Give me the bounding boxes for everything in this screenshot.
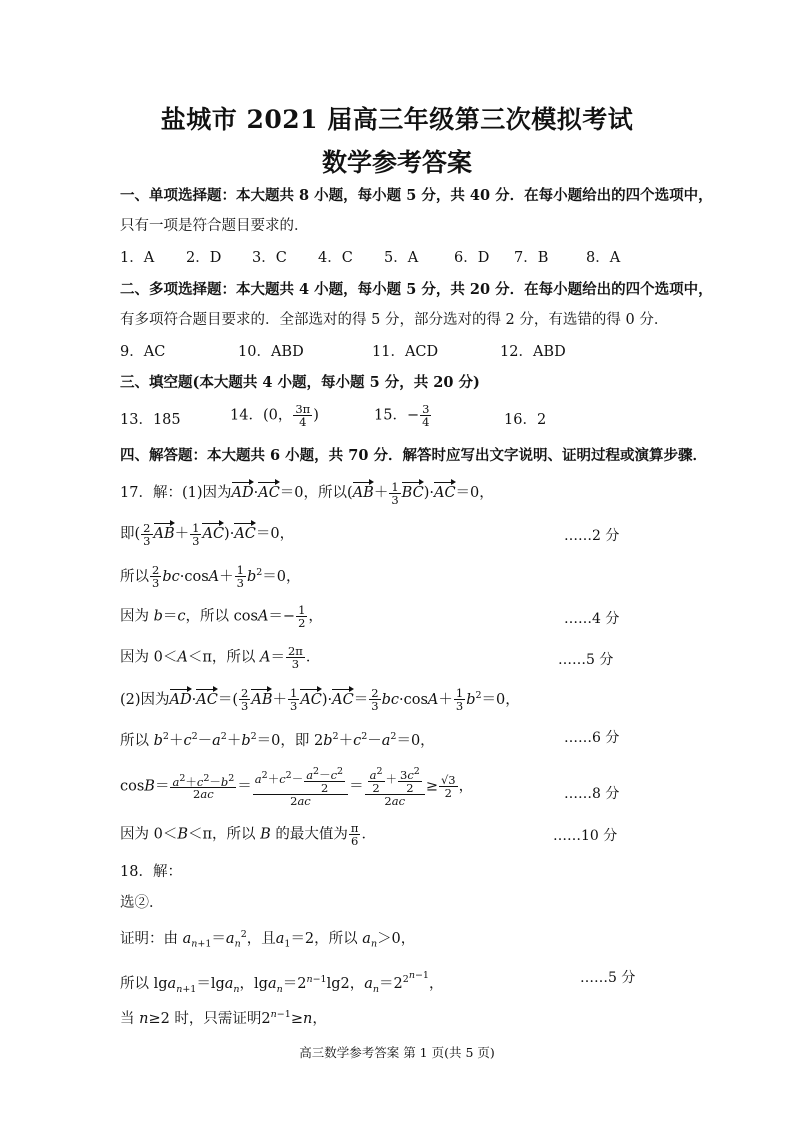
q18-line2: 所以 lga$_{n+1}$＝lga$_n$，$\lg a_n=2^{n-1}\lg 2$，$a_n=2^{2^{n-1}}$， [120,970,444,995]
q17-line4: 因为 b＝c，所以 cosA＝− $\frac{1}{2}$ ， [120,603,323,630]
answer-2: 2．D [186,250,222,266]
answer-11: 11．ACD [372,344,439,360]
answer-10: 10．ABD [238,344,304,360]
section2-heading: 二、多项选择题：本大题共 4 小题，每小题 5 分，共 20 分．在每小题给出的四个选项中， [120,281,713,298]
answer-6: 6．D [454,250,490,266]
section4-heading: 四、解答题：本大题共 6 小题，共 70 分．解答时应写出文字说明、证明过程或演算步骤． [120,447,707,464]
answer-8: 8．A [586,250,621,266]
answer-15: 15．− $\frac{3}{4}$ [374,402,430,429]
section1-heading: 一、单项选择题：本大题共 8 小题，每小题 5 分，共 40 分．在每小题给出的四个选项中， [120,187,713,204]
page-footer: 高三数学参考答案 第 1 页(共 5 页) [299,1045,495,1060]
q18-line1: 证明：由 $a_{n+1}=a_n^2$，且$a_1=2$，所以 $a_n>0$， [120,929,416,950]
q18-line3: 当 n≥2 时，只需证明$2^{n-1}\ge n$， [120,1009,327,1027]
score-2: ……2 分 [564,528,620,544]
q17-line5: 因为 0＜A＜π，所以 A＝ $\frac{2\pi}{3}$ ． [120,644,321,671]
q17-line3: 所以 $\frac{2}{3}$ bc·cosA＋ $\frac{1}{3}$ $b^2=0$， [120,563,301,591]
answer-7: 7．B [514,250,549,266]
q17-line8: cosB＝ $\frac{a^2+c^2-b^2}{2ac}$ ＝ $a^2+c^2-$ $\frac{a^2-c^2}{2}$ 2ac ＝ $\frac{a^2}{2}$ ＋ $\frac{3c^2}{2}$ 2ac ≥ $\frac{√3}{2}$ ， [120,766,474,808]
answer-4: 4．C [318,250,353,266]
q17-line6: (2)因为AD·AC＝( $\frac{2}{3}$ AB＋ $\frac{1}{3}$ AC)·AC＝ $\frac{2}{3}$ bc·cosA＋ $\frac{1}{3}$ $b^2=0$， [120,686,520,714]
answer-16: 16．2 [504,412,547,428]
answer-12: 12．ABD [500,344,566,360]
answer-5: 5．A [384,250,419,266]
answer-14: 14．(0， $\frac{3\pi}{4}$ ) [230,402,319,429]
score-8: ……8 分 [564,786,620,802]
score-6: ……6 分 [564,730,620,746]
q17-line9: 因为 0＜B＜π，所以 B 的最大值为 $\frac{\pi}{6}$ ． [120,821,376,848]
score-5: ……5 分 [558,652,614,668]
answer-1: 1．A [120,250,155,266]
document-title: 盐城市 2021 届高三年级第三次模拟考试 [160,105,634,134]
document-subtitle: 数学参考答案 [321,148,472,177]
q18-choice: 选②． [120,895,164,911]
q17-line1: 17．解：(1)因为AD·AC＝0，所以(AB＋ $\frac{1}{3}$ BC)·AC＝0， [120,479,494,507]
score-10: ……10 分 [553,828,618,844]
section1-heading-cont: 只有一项是符合题目要求的． [120,218,309,234]
answer-13: 13．185 [120,412,181,428]
answer-3: 3．C [252,250,287,266]
section3-heading: 三、填空题(本大题共 4 小题，每小题 5 分，共 20 分) [120,374,480,391]
q18-label: 18．解： [120,864,182,880]
score-4: ……4 分 [564,611,620,627]
section2-heading-cont: 有多项符合题目要求的．全部选对的得 5 分，部分选对的得 2 分，有选错的得 0 分． [120,312,669,328]
q17-line2: 即( $\frac{2}{3}$ AB＋ $\frac{1}{3}$ AC)·AC＝0， [120,520,295,548]
q18-score-5: ……5 分 [580,970,636,986]
answer-9: 9．AC [120,344,166,360]
q17-line7: 所以 $b^2+c^2-a^2+b^2=0$，即 $2b^2+c^2-a^2=0$， [120,731,435,749]
